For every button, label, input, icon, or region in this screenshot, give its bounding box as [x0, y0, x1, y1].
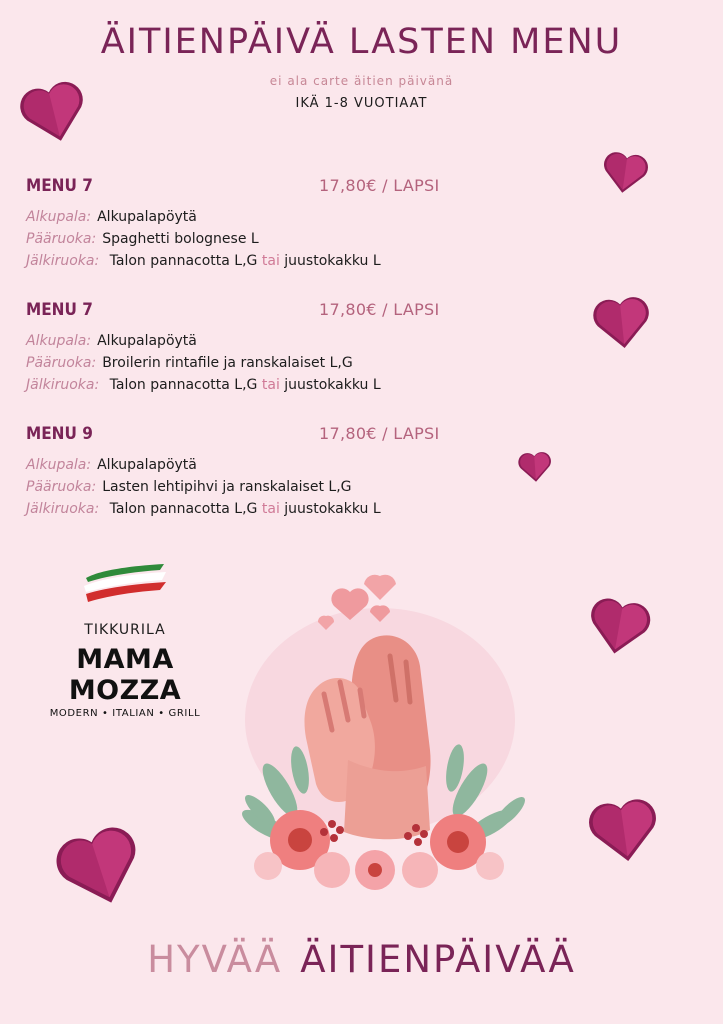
starter-label: Alkupala: — [26, 209, 92, 225]
dessert-row — [26, 498, 456, 520]
menu-name: MENU 7 — [26, 300, 93, 320]
restaurant-tagline: MODERN • ITALIAN • GRILL — [49, 708, 201, 719]
heart-icon — [585, 796, 663, 866]
dessert-item-a: Talon pannacotta L,G — [109, 253, 258, 269]
restaurant-logo — [25, 560, 225, 719]
italian-flag-brushstroke-icon — [80, 560, 170, 612]
menu-name: MENU 7 — [26, 176, 93, 196]
main-label: Pääruoka: — [26, 355, 97, 371]
dessert-label: Jälkiruoka: — [26, 377, 100, 393]
age-range: IKÄ 1-8 VUOTIAAT — [295, 96, 428, 111]
menu-price: 17,80€ / LAPSI — [319, 300, 440, 319]
menu-price: 17,80€ / LAPSI — [319, 424, 440, 443]
heart-icon — [16, 80, 92, 146]
heart-icon — [364, 575, 396, 600]
starter-item: Alkupalapöytä — [97, 457, 197, 473]
main-label: Pääruoka: — [26, 479, 97, 495]
dessert-item-b: juustokakku L — [284, 377, 381, 393]
dessert-item-a: Talon pannacotta L,G — [109, 501, 258, 517]
dessert-or: tai — [261, 501, 280, 517]
main-item: Spaghetti bolognese L — [102, 231, 259, 247]
heart-icon — [584, 596, 654, 658]
main-label: Pääruoka: — [26, 231, 97, 247]
heart-icon — [589, 294, 655, 352]
dessert-label: Jälkiruoka: — [26, 501, 100, 517]
starter-row — [26, 206, 456, 228]
dessert-item-b: juustokakku L — [284, 253, 381, 269]
heart-icon — [516, 450, 554, 484]
starter-label: Alkupala: — [26, 333, 92, 349]
page-title: ÄITIENPÄIVÄ LASTEN MENU — [100, 22, 623, 62]
menu-price: 17,80€ / LAPSI — [319, 176, 440, 195]
dessert-row — [26, 374, 456, 396]
main-row — [26, 476, 456, 498]
dessert-or: tai — [261, 377, 280, 393]
subtitle: ei ala carte äitien päivänä — [269, 74, 454, 88]
dessert-row — [26, 250, 456, 272]
heart-icon — [52, 826, 148, 910]
main-item: Broilerin rintafile ja ranskalaiset L,G — [102, 355, 353, 371]
menu-name: MENU 9 — [26, 424, 93, 444]
starter-row — [26, 330, 456, 352]
restaurant-location: TIKKURILA — [84, 622, 166, 638]
main-item: Lasten lehtipihvi ja ranskalaiset L,G — [102, 479, 352, 495]
restaurant-name: MAMA MOZZA — [68, 644, 182, 706]
menu-card — [26, 300, 456, 396]
main-row — [26, 228, 456, 250]
hands-with-flowers-illustration — [220, 570, 550, 910]
dessert-label: Jälkiruoka: — [26, 253, 100, 269]
menu-card — [26, 176, 456, 272]
main-row — [26, 352, 456, 374]
greeting-word-2: ÄITIENPÄIVÄÄ — [300, 938, 576, 981]
starter-item: Alkupalapöytä — [97, 333, 197, 349]
heart-icon — [598, 150, 652, 196]
dessert-item-b: juustokakku L — [284, 501, 381, 517]
dessert-or: tai — [261, 253, 280, 269]
starter-label: Alkupala: — [26, 457, 92, 473]
starter-row — [26, 454, 456, 476]
greeting-word-1: HYVÄÄ — [147, 938, 283, 981]
greeting-footer — [0, 938, 723, 981]
menu-card — [26, 424, 456, 520]
dessert-item-a: Talon pannacotta L,G — [109, 377, 258, 393]
starter-item: Alkupalapöytä — [97, 209, 197, 225]
